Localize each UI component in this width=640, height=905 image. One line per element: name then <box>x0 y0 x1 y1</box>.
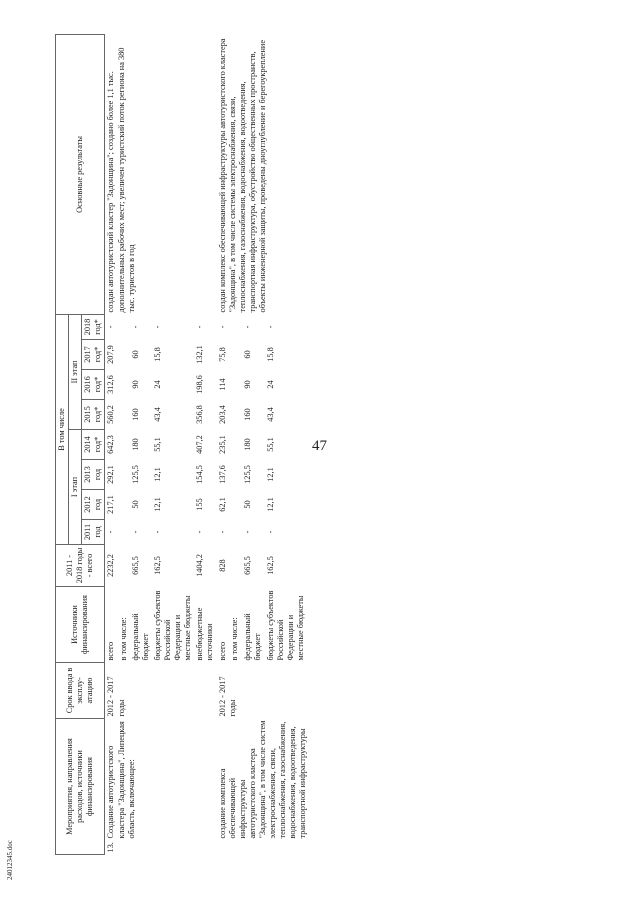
header-year: 2017 год* <box>82 340 105 370</box>
year-value: 132,1 <box>195 345 205 364</box>
page-number: 47 <box>312 438 327 454</box>
header-year: 2018 год* <box>82 314 105 339</box>
year-value: - <box>217 325 227 329</box>
year-value: 312,6 <box>106 375 116 394</box>
year-value: 180 <box>130 438 140 451</box>
year-value: 114 <box>217 378 227 391</box>
year-value: 292,1 <box>106 465 116 484</box>
source-label: в том числе: <box>118 617 128 661</box>
header-sources: Источники финансирования <box>56 587 105 663</box>
year-value <box>118 460 130 490</box>
year-value <box>229 490 242 520</box>
table-body <box>105 34 310 854</box>
year-value: 235,1 <box>217 435 227 454</box>
year-value: 12,1 <box>266 497 276 512</box>
year-value: 160 <box>242 408 252 421</box>
year-value: 180 <box>242 438 252 451</box>
year-value: - <box>242 325 252 329</box>
table-row <box>105 34 118 854</box>
year-value: 407,2 <box>195 435 205 454</box>
year-value: 62,1 <box>217 497 227 512</box>
year-value: 43,4 <box>266 407 276 422</box>
year-value: 75,8 <box>217 347 227 362</box>
result-text: создан комплекс обеспечивающей инфраструктуры автотуристского кластера "Задонщина", в том числе системы электроснабжения, связи, теплоснабжения, газоснабжения, водоснабжения, водоотведения, транспортная инфраструктура, обустройство общественных пространств, объекты инженерной защиты, проведены дноуглубление и берегоукрепление <box>217 38 267 313</box>
year-value: 198,6 <box>195 375 205 394</box>
year-value <box>118 314 130 339</box>
year-value: 90 <box>242 380 252 389</box>
header-total: 2011 - 2018 годы - всего <box>56 545 105 587</box>
source-label: всего <box>106 641 116 661</box>
header-measures: Мероприятия, направления расходов, источники финансирования <box>56 719 105 855</box>
header-year: 2011 год <box>82 520 105 545</box>
header-term: Срок ввода в эксплу-атацию <box>56 663 105 719</box>
year-value: 55,1 <box>266 437 276 452</box>
year-value <box>229 460 242 490</box>
year-value <box>118 340 130 370</box>
header-results: Основные результаты <box>56 34 105 314</box>
year-value: - <box>266 530 276 534</box>
year-value: 137,6 <box>217 465 227 484</box>
total-value <box>229 545 242 587</box>
header-stage-2: II этап <box>69 314 82 429</box>
total-value <box>118 545 130 587</box>
year-value <box>229 520 242 545</box>
year-value: 160 <box>130 408 140 421</box>
year-value: 60 <box>242 350 252 359</box>
total-value: 828 <box>217 559 227 572</box>
total-value: 162,5 <box>152 556 162 575</box>
measure-text: Создание автотуристского кластера "Задонщина", Липецкая область, включающее: <box>106 721 136 839</box>
total-value: 1404,2 <box>195 554 205 577</box>
year-value <box>118 400 130 430</box>
footer-filename: 24012345.doc <box>6 840 14 880</box>
year-value: 217,1 <box>106 495 116 514</box>
year-value: 125,5 <box>242 465 252 484</box>
year-value: 15,8 <box>266 347 276 362</box>
year-value: 12,1 <box>152 467 162 482</box>
term-text: 2012 - 2017 годы <box>106 676 126 717</box>
year-value: 60 <box>130 350 140 359</box>
year-value: - <box>217 530 227 534</box>
source-label: федеральный бюджет <box>242 613 262 661</box>
year-value: - <box>195 325 205 329</box>
year-value: 154,5 <box>195 465 205 484</box>
source-label: федеральный бюджет <box>130 613 150 661</box>
year-value <box>118 370 130 400</box>
header-year: 2012 год <box>82 490 105 520</box>
source-label: всего <box>217 641 227 661</box>
year-value: 24 <box>152 380 162 389</box>
year-value <box>229 314 242 339</box>
measure-text: создание комплекса обеспечивающей инфраструктуры автотуристского кластера "Задонщина", в том числе систем электроснабжения, связи, теплоснабжения, газоснабжения, водоснабжения, водоотведения, транспортной инфраструктуры <box>217 720 308 839</box>
header-year: 2015 год* <box>82 400 105 430</box>
financing-table <box>55 34 310 855</box>
year-value: 43,4 <box>152 407 162 422</box>
header-in-that-number: В том числе <box>56 314 69 544</box>
header-year: 2014 год* <box>82 430 105 460</box>
total-value: 2232,2 <box>106 554 116 577</box>
header-stage-1: I этап <box>69 430 82 545</box>
year-value: 560,2 <box>106 405 116 424</box>
row-number <box>217 841 310 855</box>
year-value: 125,5 <box>130 465 140 484</box>
year-value: 50 <box>242 500 252 509</box>
year-value: 642,3 <box>106 435 116 454</box>
row-number: 13. <box>106 842 116 853</box>
year-value: - <box>106 530 116 534</box>
year-value <box>229 430 242 460</box>
year-value: - <box>195 530 205 534</box>
year-value: 12,1 <box>266 467 276 482</box>
year-value: 50 <box>130 500 140 509</box>
result-text: создан автотуристский кластер "Задонщина"; создано более 1,1 тыс. дополнительных рабочих мест; увеличен туристский поток региона на 380 тыс. туристов в год <box>106 47 136 313</box>
year-value: 356,8 <box>195 405 205 424</box>
year-value <box>229 370 242 400</box>
total-value: 665,5 <box>242 556 252 575</box>
year-value: 90 <box>130 380 140 389</box>
year-value: 203,4 <box>217 405 227 424</box>
total-value: 665,5 <box>130 556 140 575</box>
year-value <box>118 490 130 520</box>
year-value <box>118 430 130 460</box>
year-value: 15,8 <box>152 347 162 362</box>
header-year: 2013 год <box>82 460 105 490</box>
year-value: 207,9 <box>106 345 116 364</box>
source-label: в том числе: <box>230 617 240 661</box>
source-label: бюджеты субъектов Российской Федерации и местные бюджеты <box>266 590 306 661</box>
year-value: - <box>130 325 140 329</box>
header-year: 2016 год* <box>82 370 105 400</box>
year-value: - <box>152 530 162 534</box>
year-value <box>118 520 130 545</box>
total-value: 162,5 <box>266 556 276 575</box>
year-value: - <box>266 325 276 329</box>
source-label: внебюджетные источники <box>195 607 215 661</box>
year-value: - <box>242 530 252 534</box>
source-label: бюджеты субъектов Российской Федерации и местные бюджеты <box>152 590 193 661</box>
year-value: - <box>152 325 162 329</box>
term-text: 2012 - 2017 годы <box>217 676 237 717</box>
year-value <box>229 340 242 370</box>
year-value: 55,1 <box>152 437 162 452</box>
year-value: 24 <box>266 380 276 389</box>
table-row <box>217 34 230 854</box>
year-value: 155 <box>195 498 205 511</box>
year-value <box>229 400 242 430</box>
year-value: 12,1 <box>152 497 162 512</box>
year-value: - <box>130 530 140 534</box>
year-value: - <box>106 325 116 329</box>
